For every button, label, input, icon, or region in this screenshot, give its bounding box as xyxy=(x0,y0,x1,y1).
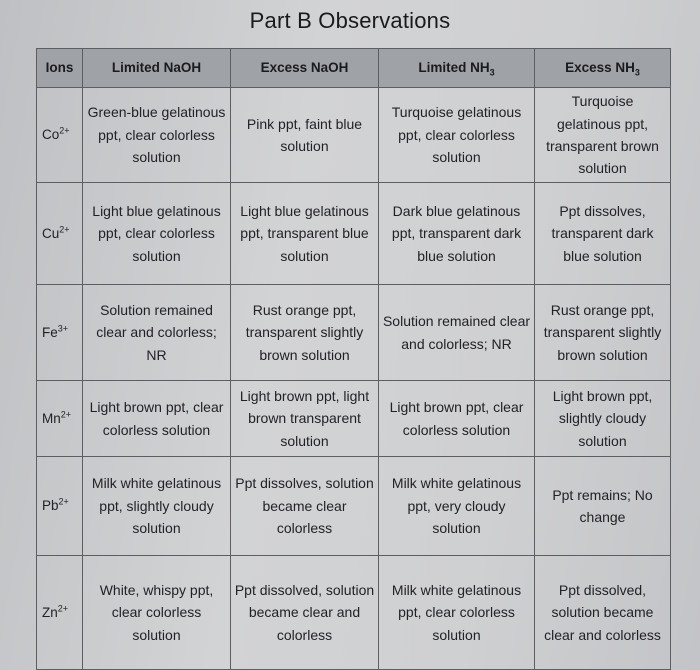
cell-excess-nh3: Ppt dissolved, solution became clear and colorless xyxy=(535,556,671,670)
cell-excess-nh3: Ppt dissolves, transparent dark blue solution xyxy=(535,183,671,285)
table-row xyxy=(37,381,671,457)
table-row xyxy=(37,457,671,556)
ion-cell: $Mn^{2+}$ xyxy=(37,381,83,457)
cell-limited-naoh: Light blue gelatinous ppt, clear colorless solution xyxy=(83,183,231,285)
cell-limited-nh3: Light brown ppt, clear colorless solution xyxy=(379,381,535,457)
cell-limited-naoh: White, whispy ppt, clear colorless solution xyxy=(83,556,231,670)
table-row xyxy=(37,285,671,381)
cell-excess-naoh: Light brown ppt, light brown transparent solution xyxy=(231,381,379,457)
header-limited-naoh: Limited NaOH xyxy=(83,49,231,88)
table-row xyxy=(37,88,671,183)
cell-excess-naoh: Ppt dissolves, solution became clear colorless xyxy=(231,457,379,556)
cell-limited-naoh: Light brown ppt, clear colorless solution xyxy=(83,381,231,457)
ion-cell: $Fe^{3+}$ xyxy=(37,285,83,381)
cell-limited-nh3: Milk white gelatinous ppt, very cloudy solution xyxy=(379,457,535,556)
cell-limited-nh3: Solution remained clear and colorless; NR xyxy=(379,285,535,381)
cell-excess-nh3: Ppt remains; No change xyxy=(535,457,671,556)
cell-limited-naoh: Green-blue gelatinous ppt, clear colorless solution xyxy=(83,88,231,183)
cell-limited-naoh: Milk white gelatinous ppt, slightly cloudy solution xyxy=(83,457,231,556)
ion-cell: $Zn^{2+}$ xyxy=(37,556,83,670)
cell-limited-naoh: Solution remained clear and colorless; NR xyxy=(83,285,231,381)
table-row xyxy=(37,556,671,670)
ion-cell: $Pb^{2+}$ xyxy=(37,457,83,556)
cell-limited-nh3: Milk white gelatinous ppt, clear colorless solution xyxy=(379,556,535,670)
cell-excess-naoh: Ppt dissolved, solution became clear and colorless xyxy=(231,556,379,670)
cell-excess-nh3: Turquoise gelatinous ppt, transparent brown solution xyxy=(535,88,671,183)
header-ions: Ions xyxy=(37,49,83,88)
table-row xyxy=(37,183,671,285)
cell-excess-naoh: Rust orange ppt, transparent slightly brown solution xyxy=(231,285,379,381)
cell-limited-nh3: Turquoise gelatinous ppt, clear colorless solution xyxy=(379,88,535,183)
observations-table xyxy=(36,48,671,670)
ion-cell: $Co^{2+}$ xyxy=(37,88,83,183)
header-row xyxy=(37,49,671,88)
cell-excess-naoh: Pink ppt, faint blue solution xyxy=(231,88,379,183)
cell-excess-nh3: Rust orange ppt, transparent slightly brown solution xyxy=(535,285,671,381)
cell-limited-nh3: Dark blue gelatinous ppt, transparent dark blue solution xyxy=(379,183,535,285)
cell-excess-naoh: Light blue gelatinous ppt, transparent blue solution xyxy=(231,183,379,285)
header-excess-naoh: Excess NaOH xyxy=(231,49,379,88)
page-title: Part B Observations xyxy=(249,8,451,33)
ion-cell: $Cu^{2+}$ xyxy=(37,183,83,285)
cell-excess-nh3: Light brown ppt, slightly cloudy solution xyxy=(535,381,671,457)
header-excess-nh3: Excess $NH_3$ xyxy=(535,49,671,88)
header-limited-nh3: Limited $NH_3$ xyxy=(379,49,535,88)
